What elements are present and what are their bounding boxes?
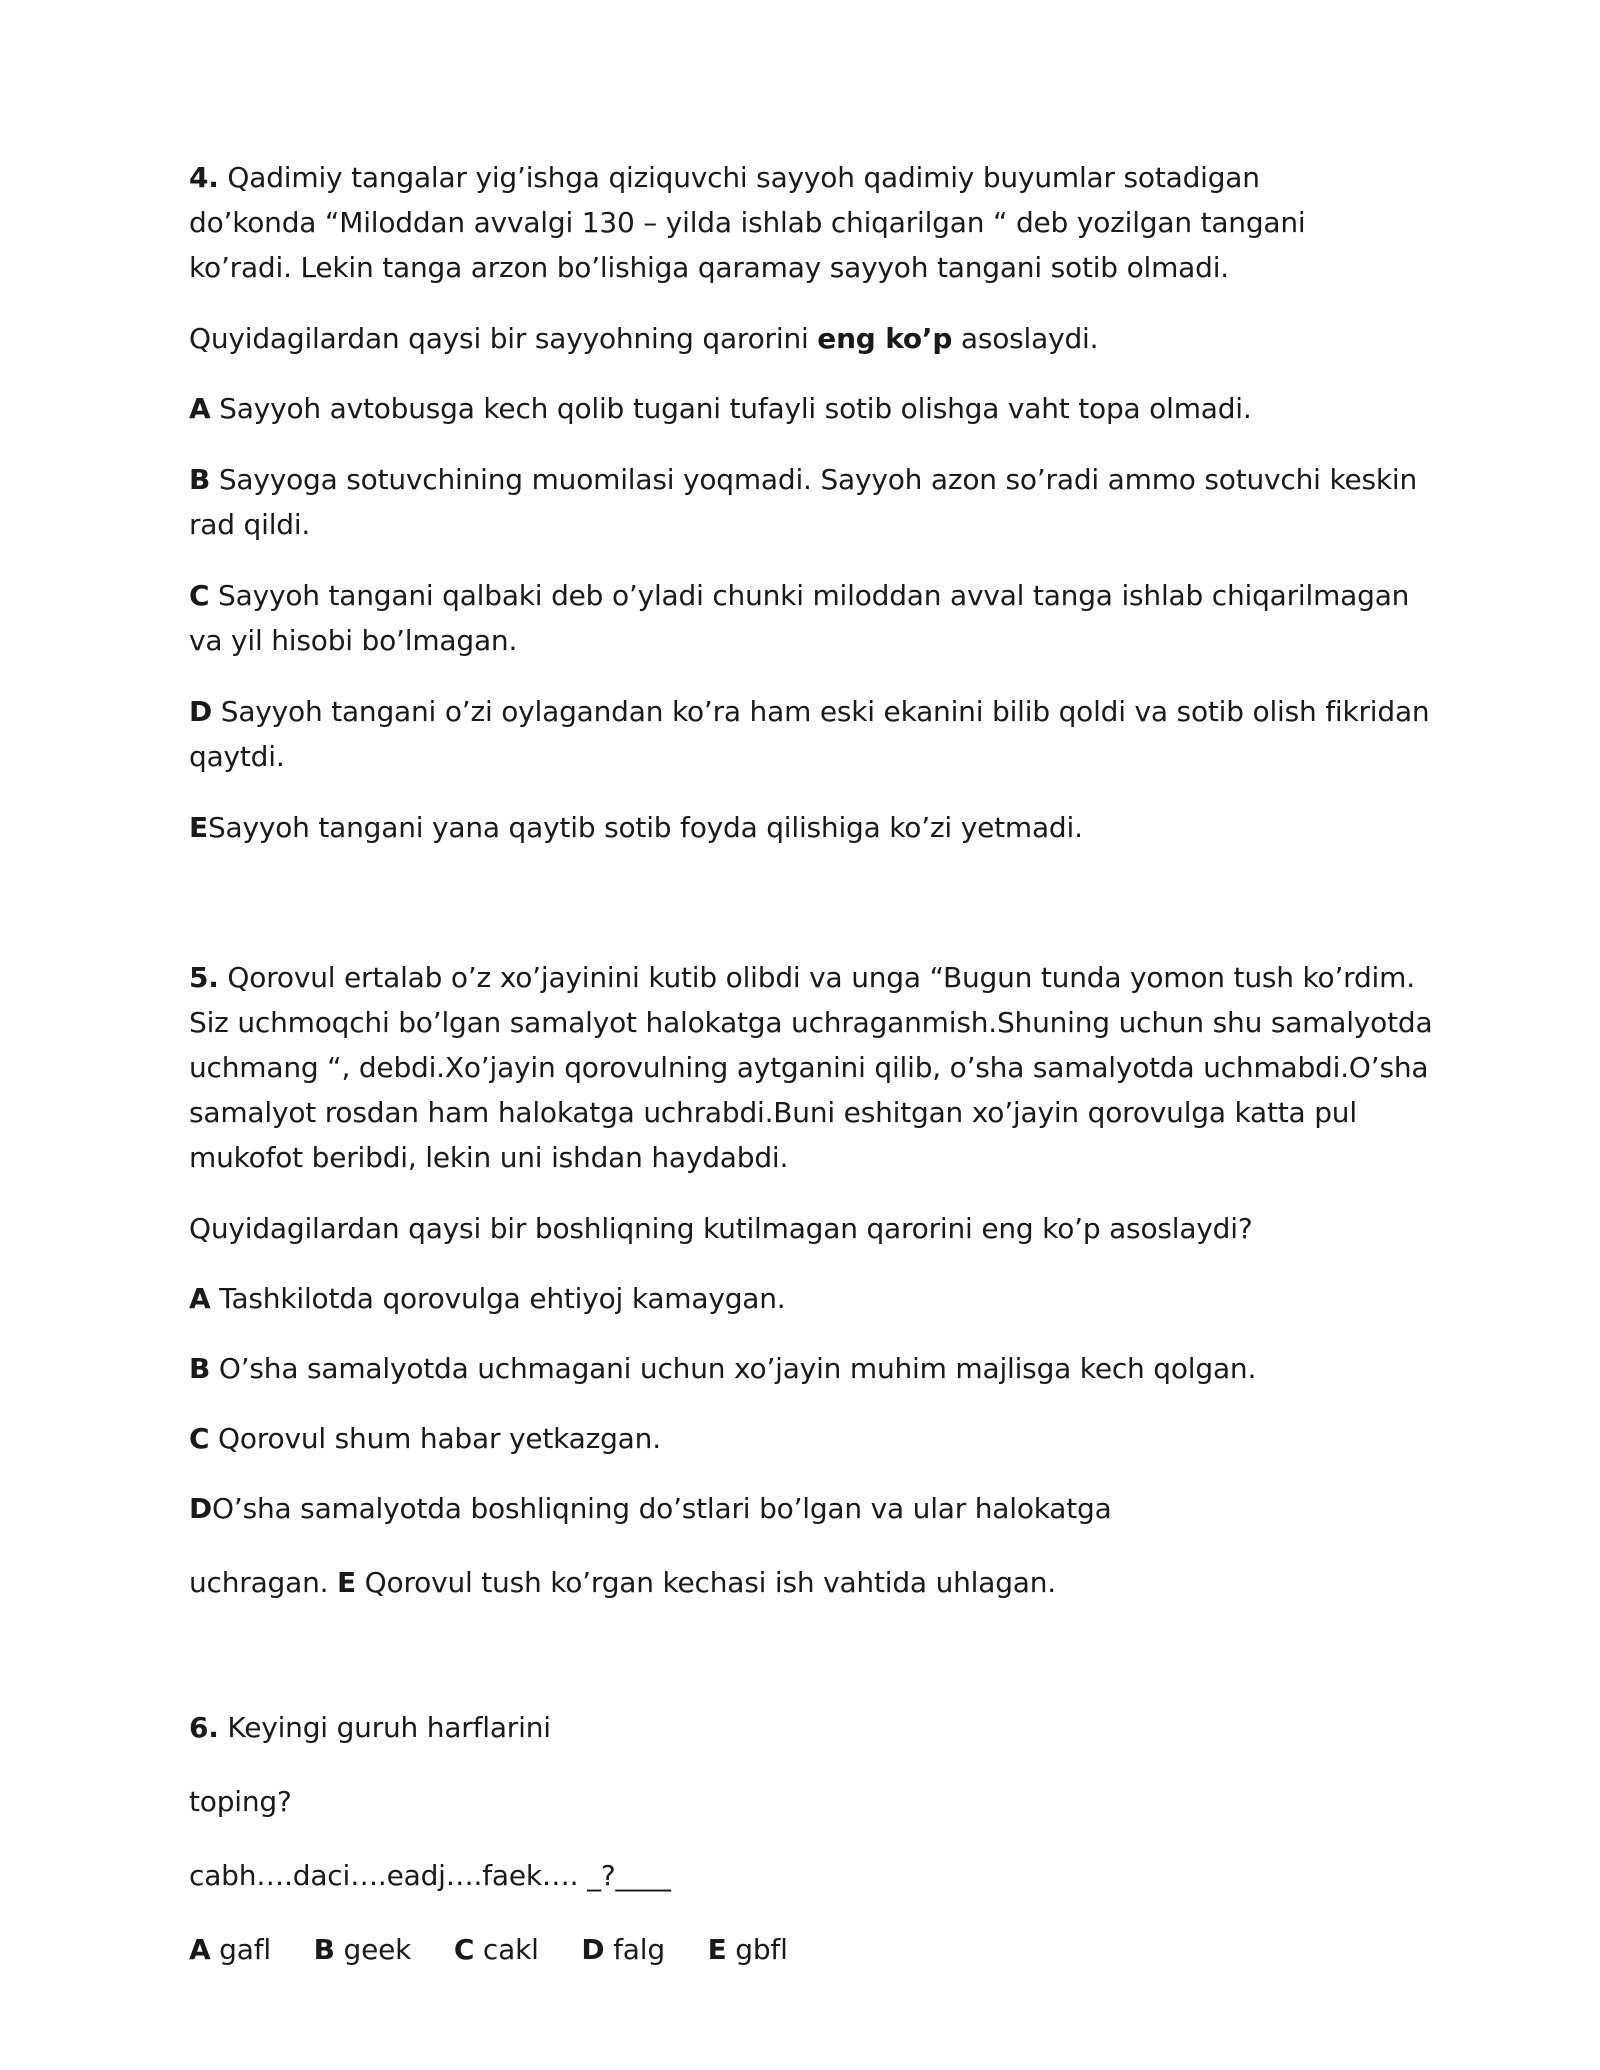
q6-option-d: D falg: [581, 1933, 665, 1966]
option-letter: A: [189, 392, 211, 425]
q6-line-2: toping?: [189, 1785, 292, 1818]
q4-question-emphasis: eng ko’p: [817, 322, 953, 355]
q4-text: Qadimiy tangalar yig’ishga qiziquvchi sayyoh qadimiy buyumlar sotadigan: [218, 161, 1260, 194]
option-letter: B: [189, 1352, 211, 1385]
option-letter: E: [189, 811, 208, 844]
q6-options: [189, 1927, 788, 1972]
q4-option-b-cont: rad qildi.: [189, 508, 311, 541]
q5-text: Qorovul ertalab o’z xo’jayinini kutib olibdi va unga “Bugun tunda yomon tush ko’rdim.: [218, 961, 1415, 994]
option-letter: B: [189, 463, 211, 496]
q6-line-1: 6. Keyingi guruh harflarini: [189, 1711, 551, 1744]
option-letter: D: [581, 1933, 605, 1966]
q4-option-b: B Sayyoga sotuvchining muomilasi yoqmadi. Sayyoh azon so’radi ammo sotuvchi keskin: [189, 463, 1418, 496]
q6-number: 6.: [189, 1711, 219, 1744]
q4-option-c: C Sayyoh tangani qalbaki deb o’yladi chunki miloddan avval tanga ishlab chiqarilmagan: [189, 579, 1410, 612]
q5-line-1: [189, 955, 1415, 1000]
q6-option-c: C cakl: [453, 1933, 539, 1966]
option-letter: E: [707, 1933, 727, 1966]
option-letter: B: [313, 1933, 335, 1966]
q4-option-e: ESayyoh tangani yana qaytib sotib foyda qilishiga ko’zi yetmadi.: [189, 811, 1083, 844]
q6-option-b: B geek: [313, 1933, 412, 1966]
q6-sequence: cabh….daci….eadj….faek…. _?____: [189, 1859, 671, 1892]
q4-line-1: [189, 155, 1260, 200]
q4-number: 4.: [189, 161, 219, 194]
q4-option-d: D Sayyoh tangani o’zi oylagandan ko’ra ham eski ekanini bilib qoldi va sotib olish fikridan: [189, 695, 1430, 728]
option-letter: D: [189, 1492, 213, 1525]
option-letter: C: [189, 1422, 210, 1455]
q5-option-d-cont-and-e: uchragan. E Qorovul tush ko’rgan kechasi ish vahtida uhlagan.: [189, 1566, 1056, 1599]
q5-option-c: C Qorovul shum habar yetkazgan.: [189, 1422, 661, 1455]
q5-option-a: A Tashkilotda qorovulga ehtiyoj kamaygan.: [189, 1282, 786, 1315]
option-letter: A: [189, 1282, 211, 1315]
q5-line-4: samalyot rosdan ham halokatga uchrabdi.Buni eshitgan xo’jayin qorovulga katta pul: [189, 1096, 1357, 1129]
q5-line-3: uchmang “, debdi.Xo’jayin qorovulning aytganini qilib, o’sha samalyotda uchmabdi.O’sha: [189, 1051, 1429, 1084]
q6-option-e: E gbfl: [707, 1933, 788, 1966]
option-letter: C: [189, 579, 210, 612]
q5-option-b: B O’sha samalyotda uchmagani uchun xo’jayin muhim majlisga kech qolgan.: [189, 1352, 1257, 1385]
q5-line-2: Siz uchmoqchi bo’lgan samalyot halokatga uchraganmish.Shuning uchun shu samalyotda: [189, 1006, 1433, 1039]
q5-line-5: mukofot beribdi, lekin uni ishdan haydabdi.: [189, 1141, 789, 1174]
q4-line-2: do’konda “Miloddan avvalgi 130 – yilda ishlab chiqarilgan “ deb yozilgan tangani: [189, 206, 1306, 239]
q6-option-a: A gafl: [189, 1933, 271, 1966]
q5-option-d: DO’sha samalyotda boshliqning do’stlari bo’lgan va ular halokatga: [189, 1492, 1112, 1525]
q4-option-a: A Sayyoh avtobusga kech qolib tugani tufayli sotib olishga vaht topa olmadi.: [189, 392, 1252, 425]
q5-question: Quyidagilardan qaysi bir boshliqning kutilmagan qarorini eng ko’p asoslaydi?: [189, 1212, 1253, 1245]
q5-number: 5.: [189, 961, 219, 994]
option-letter: A: [189, 1933, 211, 1966]
q4-option-c-cont: va yil hisobi bo’lmagan.: [189, 624, 518, 657]
option-letter: D: [189, 695, 213, 728]
q4-line-3: ko’radi. Lekin tanga arzon bo’lishiga qaramay sayyoh tangani sotib olmadi.: [189, 251, 1229, 284]
q4-question: Quyidagilardan qaysi bir sayyohning qarorini eng ko’p asoslaydi.: [189, 322, 1099, 355]
option-letter: E: [337, 1566, 356, 1599]
q4-option-d-cont: qaytdi.: [189, 740, 285, 773]
option-letter: C: [453, 1933, 475, 1966]
